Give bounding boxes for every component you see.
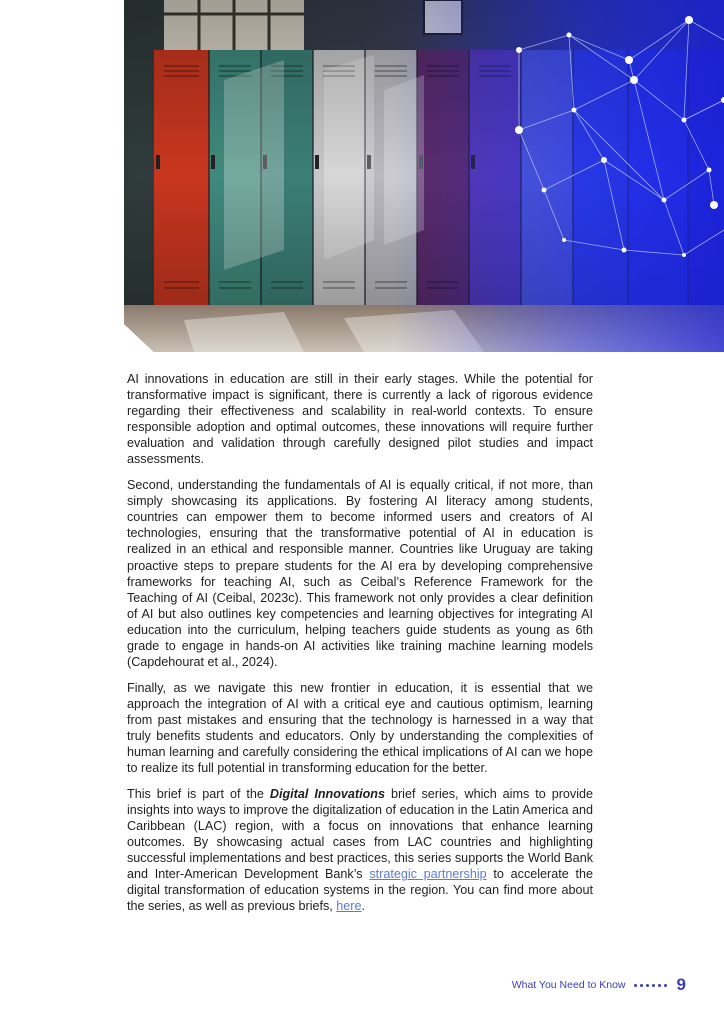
strategic-partnership-link[interactable]: strategic partnership: [369, 867, 487, 882]
here-link[interactable]: here: [336, 899, 362, 914]
footer-section-title: What You Need to Know: [511, 979, 626, 991]
footer-dots-icon: [634, 984, 667, 987]
paragraph-2: Second, understanding the fundamentals of AI is equally critical, if not more, than simply showcasing its applications. By fostering AI literacy among students, countries can empower them to become informed users and creators of AI technologies, ensuring that the transformative potential of AI in education is realized in an ethical and responsible manner. Countries like Uruguay are taking proactive steps to prepare students for the AI era by developing comprehensive frameworks for teaching AI, such as Ceibal’s Reference Framework for the Teaching of AI (Ceibal, 2023c). This framework not only provides a clear definition of AI but also outlines key competencies and learning objectives for integrating AI education into the curriculum, helping teachers guide students as young as 6th grade to engage in hands-on AI activities like training machine learning models (Capdehourat et al., 2024).: [127, 478, 593, 670]
series-name: Digital Innovations: [269, 786, 386, 801]
page-footer: [512, 975, 686, 995]
hero-image: [124, 0, 724, 352]
p4-after-series: brief series, which aims to provide insights into ways to improve the digitalization of education in the Latin America and Caribbean (LAC) region, with a focus on innovations that enhance learning outcomes. By showcasing actual cases from LAC countries and highlighting successful implementations and best practices, this series supports the World Bank and Inter-American Development Bank’s: [127, 786, 593, 882]
paragraph-1: AI innovations in education are still in their early stages. While the potential for transformative impact is significant, there is currently a lack of rigorous evidence regarding their effectiveness and scalability in real-world contexts. To ensure responsible adoption and optimal outcomes, these innovations will require further evaluation and validation through carefully designed pilot studies and impact assessments.: [127, 372, 593, 467]
p4-middle: to accelerate the digital transformation of education systems in the region. You can find more about the series, as well as previous briefs,: [127, 867, 593, 914]
body-text: [127, 371, 593, 924]
paragraph-3: Finally, as we navigate this new frontier in education, it is essential that we approach the integration of AI with a critical eye and cautious optimism, learning from past mistakes and ensuring that the technology is harnessed in a way that truly benefits students and educators. Only by understanding the complexities of human learning and carefully considering the ethical implications of AI can we hope to realize its full potential in transforming education for the better.: [127, 680, 593, 776]
lockers-illustration: [124, 0, 724, 352]
page-number: 9: [676, 975, 686, 994]
p4-end: .: [361, 899, 366, 914]
paragraph-4: [127, 786, 593, 915]
p4-before-series: This brief is part of the: [127, 786, 270, 801]
